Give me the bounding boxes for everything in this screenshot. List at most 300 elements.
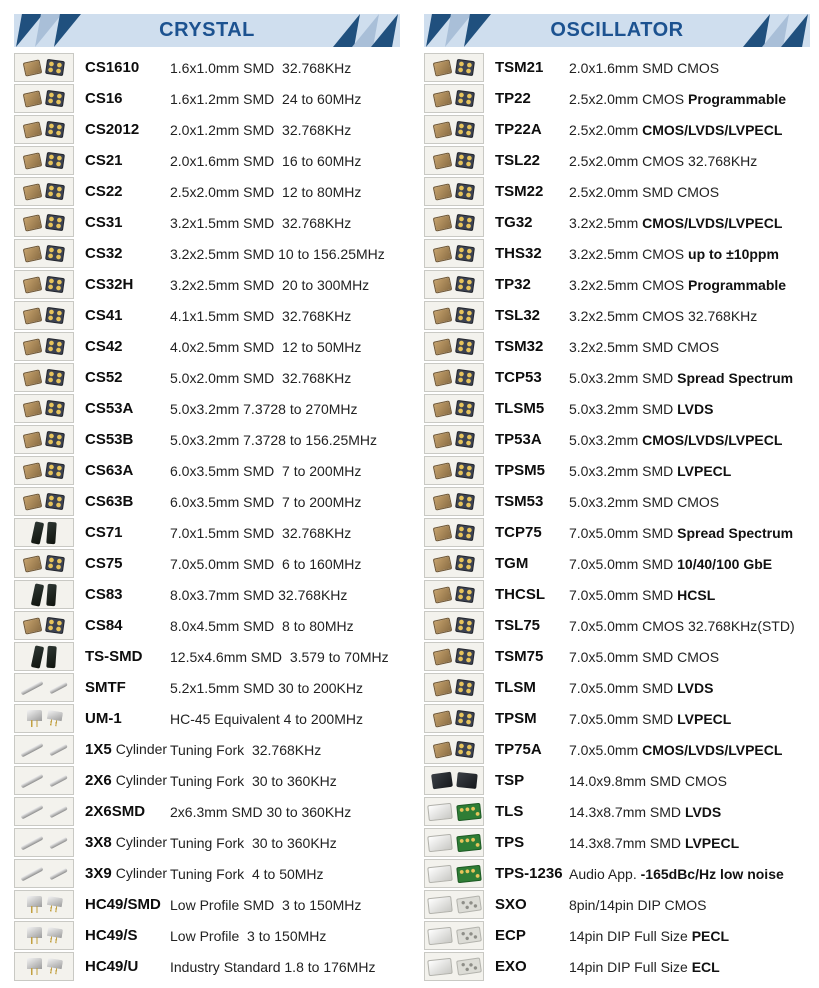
product-description-cell bbox=[170, 215, 400, 231]
product-row bbox=[424, 52, 810, 83]
component-left-icon bbox=[23, 245, 43, 262]
product-name-cell bbox=[85, 493, 170, 511]
component-right-icon bbox=[49, 743, 68, 755]
product-description-cell bbox=[170, 928, 400, 944]
component-right-icon bbox=[45, 121, 65, 138]
product-name-cell bbox=[85, 90, 170, 108]
product-description-cell bbox=[170, 773, 400, 789]
component-right-icon bbox=[45, 338, 65, 355]
product-row bbox=[424, 362, 810, 393]
product-description-cell bbox=[569, 339, 810, 355]
product-name: EXO bbox=[495, 957, 527, 975]
product-name-cell bbox=[85, 183, 170, 201]
product-name-cell bbox=[495, 338, 569, 356]
product-description-cell bbox=[569, 153, 810, 169]
product-description: Low Profile SMD 3 to 150MHz bbox=[170, 896, 362, 913]
product-description-highlight: CMOS/LVDS/LVPECL bbox=[642, 214, 783, 231]
product-row bbox=[14, 641, 400, 672]
product-name: TCP75 bbox=[495, 523, 542, 541]
component-right-icon bbox=[45, 462, 65, 479]
header-triangles-right-icon bbox=[751, 14, 808, 47]
product-photo bbox=[14, 487, 74, 516]
product-name: CS1610 bbox=[85, 58, 140, 76]
product-name: TP75A bbox=[495, 740, 542, 758]
product-name: 3X9 bbox=[85, 864, 112, 882]
product-description-highlight: ECL bbox=[691, 958, 720, 975]
component-left-icon bbox=[27, 927, 42, 945]
crystal-header bbox=[14, 14, 400, 47]
product-description-cell bbox=[569, 432, 810, 448]
product-photo bbox=[14, 239, 74, 268]
product-name-cell bbox=[495, 803, 569, 821]
component-right-icon bbox=[455, 121, 475, 138]
product-photo bbox=[14, 115, 74, 144]
product-photo bbox=[424, 952, 484, 981]
product-row bbox=[424, 269, 810, 300]
product-photo bbox=[14, 301, 74, 330]
product-description: 2.0x1.2mm SMD 32.768KHz bbox=[170, 121, 352, 138]
product-photo bbox=[14, 146, 74, 175]
component-right-icon bbox=[46, 645, 57, 668]
component-right-icon bbox=[45, 369, 65, 386]
product-name: TSP bbox=[495, 771, 525, 789]
product-row bbox=[14, 52, 400, 83]
product-description: 5.2x1.5mm SMD 30 to 200KHz bbox=[170, 679, 363, 696]
component-right-icon bbox=[455, 431, 475, 448]
product-description-cell bbox=[569, 215, 810, 231]
product-name-cell bbox=[495, 462, 569, 480]
product-description-cell bbox=[569, 246, 810, 262]
product-name: CS22 bbox=[85, 182, 123, 200]
product-name: 1X5 bbox=[85, 740, 112, 758]
product-name: CS41 bbox=[85, 306, 123, 324]
product-photo bbox=[14, 611, 74, 640]
product-description: 2.5x2.0mm CMOS bbox=[569, 90, 689, 107]
product-row bbox=[424, 486, 810, 517]
product-name: TSM32 bbox=[495, 337, 544, 355]
product-description-cell bbox=[569, 401, 810, 417]
product-row bbox=[14, 300, 400, 331]
product-photo bbox=[14, 797, 74, 826]
component-left-icon bbox=[23, 152, 43, 169]
product-name: TSL32 bbox=[495, 306, 541, 324]
product-description: 8pin/14pin DIP CMOS bbox=[569, 896, 707, 913]
product-row bbox=[424, 238, 810, 269]
product-description-cell bbox=[170, 804, 400, 820]
product-name-cell bbox=[495, 431, 569, 449]
product-description-highlight: Spread Spectrum bbox=[677, 369, 794, 386]
product-name-cell bbox=[85, 834, 170, 852]
component-right-icon bbox=[45, 245, 65, 262]
product-row bbox=[424, 889, 810, 920]
product-name-cell bbox=[85, 710, 170, 728]
component-right-icon bbox=[455, 400, 475, 417]
product-name: 2X6SMD bbox=[85, 802, 146, 820]
product-description: 3.2x1.5mm SMD 32.768KHz bbox=[170, 214, 352, 231]
component-right-icon bbox=[455, 214, 475, 231]
component-right-icon bbox=[455, 586, 475, 603]
product-photo bbox=[424, 673, 484, 702]
product-description: Tuning Fork 30 to 360KHz bbox=[170, 772, 337, 789]
product-row bbox=[14, 331, 400, 362]
product-row bbox=[424, 393, 810, 424]
component-left-icon bbox=[433, 431, 453, 448]
product-row bbox=[14, 114, 400, 145]
product-row bbox=[424, 734, 810, 765]
component-left-icon bbox=[433, 555, 453, 572]
product-photo bbox=[14, 952, 74, 981]
product-description: Industry Standard 1.8 to 176MHz bbox=[170, 958, 376, 975]
product-name: TSM21 bbox=[495, 58, 544, 76]
component-left-icon bbox=[23, 462, 43, 479]
product-name-cell bbox=[495, 834, 569, 852]
product-description-highlight: Programmable bbox=[688, 276, 787, 293]
oscillator-header bbox=[424, 14, 810, 47]
component-left-icon bbox=[431, 772, 453, 790]
product-row bbox=[424, 858, 810, 889]
product-description: 2.5x2.0mm bbox=[569, 121, 643, 138]
component-left-icon bbox=[433, 741, 453, 758]
product-description-cell bbox=[569, 959, 810, 975]
component-left-icon bbox=[433, 648, 453, 665]
oscillator-column bbox=[424, 14, 810, 982]
product-row bbox=[14, 548, 400, 579]
product-name: TLSM5 bbox=[495, 399, 545, 417]
product-description-cell bbox=[170, 556, 400, 572]
product-name-cell bbox=[495, 152, 569, 170]
product-description-highlight: Spread Spectrum bbox=[677, 524, 794, 541]
product-row bbox=[14, 83, 400, 114]
component-left-icon bbox=[23, 617, 43, 634]
product-row bbox=[14, 424, 400, 455]
component-left-icon bbox=[27, 896, 42, 914]
product-name-cell bbox=[85, 524, 170, 542]
product-row bbox=[424, 114, 810, 145]
component-right-icon bbox=[45, 183, 65, 200]
product-description: 5.0x3.2mm bbox=[569, 431, 643, 448]
product-name: CS52 bbox=[85, 368, 123, 386]
product-name-cell bbox=[495, 741, 569, 759]
product-name-cell bbox=[495, 927, 569, 945]
component-left-icon bbox=[23, 183, 43, 200]
component-left-icon bbox=[23, 59, 43, 76]
product-description-cell bbox=[170, 277, 400, 293]
product-photo bbox=[14, 549, 74, 578]
product-description-cell bbox=[170, 525, 400, 541]
product-name-cell bbox=[85, 741, 170, 759]
product-row bbox=[424, 579, 810, 610]
product-name-cell bbox=[85, 431, 170, 449]
product-name-cell bbox=[495, 400, 569, 418]
component-right-icon bbox=[456, 895, 482, 913]
product-description: 14.0x9.8mm SMD CMOS bbox=[569, 772, 727, 789]
product-description-highlight: LVPECL bbox=[677, 710, 732, 727]
product-description: 3.2x2.5mm CMOS bbox=[569, 245, 689, 262]
product-row bbox=[14, 889, 400, 920]
component-left-icon bbox=[433, 90, 453, 107]
product-name: CS32H bbox=[85, 275, 134, 293]
product-photo bbox=[424, 797, 484, 826]
component-right-icon bbox=[49, 774, 68, 786]
product-row bbox=[14, 393, 400, 424]
component-left-icon bbox=[433, 462, 453, 479]
product-name-cell bbox=[85, 679, 170, 697]
product-name-cell bbox=[85, 617, 170, 635]
product-description-cell bbox=[569, 928, 810, 944]
product-name-cell bbox=[85, 865, 170, 883]
component-right-icon bbox=[45, 90, 65, 107]
product-photo bbox=[424, 735, 484, 764]
component-left-icon bbox=[23, 276, 43, 293]
component-right-icon bbox=[45, 493, 65, 510]
product-description-cell bbox=[170, 401, 400, 417]
product-description-cell bbox=[170, 711, 400, 727]
product-name-cell bbox=[85, 772, 170, 790]
product-photo bbox=[424, 53, 484, 82]
product-photo bbox=[424, 332, 484, 361]
product-photo bbox=[14, 859, 74, 888]
component-left-icon bbox=[23, 431, 43, 448]
product-description: 7.0x5.0mm SMD bbox=[569, 524, 678, 541]
product-description-highlight: -165dBc/Hz low noise bbox=[640, 865, 784, 882]
component-right-icon bbox=[45, 59, 65, 76]
product-photo bbox=[14, 84, 74, 113]
product-photo bbox=[14, 921, 74, 950]
product-row bbox=[424, 455, 810, 486]
product-description-cell bbox=[170, 680, 400, 696]
product-photo bbox=[14, 363, 74, 392]
product-photo bbox=[14, 704, 74, 733]
product-photo bbox=[424, 394, 484, 423]
product-description: 3.2x2.5mm SMD 10 to 156.25MHz bbox=[170, 245, 385, 262]
product-row bbox=[424, 145, 810, 176]
product-photo bbox=[14, 456, 74, 485]
product-name: TSM53 bbox=[495, 492, 544, 510]
product-description: 8.0x3.7mm SMD 32.768KHz bbox=[170, 586, 348, 603]
product-description-cell bbox=[569, 556, 810, 572]
product-name: TLS bbox=[495, 802, 524, 820]
product-name-cell bbox=[495, 121, 569, 139]
oscillator-title: OSCILLATOR bbox=[550, 19, 684, 41]
product-name-cell bbox=[495, 896, 569, 914]
product-name-suffix: Cylinder bbox=[115, 740, 168, 757]
product-name: TS-SMD bbox=[85, 647, 143, 665]
product-description: 14pin DIP Full Size bbox=[569, 958, 692, 975]
product-name: TSM75 bbox=[495, 647, 544, 665]
component-right-icon bbox=[45, 710, 62, 727]
product-row bbox=[14, 858, 400, 889]
product-description-highlight: LVPECL bbox=[684, 834, 740, 851]
product-description-cell bbox=[569, 308, 810, 324]
component-right-icon bbox=[455, 307, 475, 324]
product-name-cell bbox=[495, 648, 569, 666]
product-description-highlight: 10/40/100 GbE bbox=[677, 555, 773, 572]
product-row bbox=[424, 176, 810, 207]
product-name: CS31 bbox=[85, 213, 123, 231]
product-photo bbox=[424, 580, 484, 609]
product-description-cell bbox=[170, 618, 400, 634]
component-right-icon bbox=[455, 493, 475, 510]
product-name: CS84 bbox=[85, 616, 123, 634]
product-name-cell bbox=[495, 214, 569, 232]
product-photo bbox=[14, 673, 74, 702]
product-row bbox=[14, 703, 400, 734]
component-right-icon bbox=[455, 555, 475, 572]
component-right-icon bbox=[455, 183, 475, 200]
component-left-icon bbox=[433, 679, 453, 696]
component-left-icon bbox=[30, 645, 43, 668]
product-description-cell bbox=[170, 246, 400, 262]
component-left-icon bbox=[30, 583, 43, 606]
product-row bbox=[424, 610, 810, 641]
product-photo bbox=[14, 580, 74, 609]
product-description-cell bbox=[170, 742, 400, 758]
product-name-cell bbox=[85, 121, 170, 139]
product-name: UM-1 bbox=[85, 709, 122, 727]
product-name: CS2012 bbox=[85, 120, 140, 138]
product-name: TG32 bbox=[495, 213, 533, 231]
product-description: HC-45 Equivalent 4 to 200MHz bbox=[170, 710, 363, 727]
component-right-icon bbox=[456, 926, 482, 944]
product-row bbox=[14, 517, 400, 548]
product-row bbox=[424, 331, 810, 362]
component-left-icon bbox=[23, 90, 43, 107]
component-right-icon bbox=[45, 896, 62, 913]
product-photo bbox=[14, 177, 74, 206]
product-name: CS63A bbox=[85, 461, 134, 479]
product-description-highlight: LVDS bbox=[684, 803, 722, 820]
product-name-suffix: Cylinder bbox=[115, 864, 168, 881]
product-description: 1.6x1.2mm SMD 24 to 60MHz bbox=[170, 90, 362, 107]
crystal-title: CRYSTAL bbox=[159, 19, 255, 41]
product-name-cell bbox=[495, 958, 569, 976]
component-right-icon bbox=[46, 583, 57, 606]
product-photo bbox=[424, 84, 484, 113]
component-right-icon bbox=[46, 521, 57, 544]
product-description: 4.0x2.5mm SMD 12 to 50MHz bbox=[170, 338, 362, 355]
product-name: TLSM bbox=[495, 678, 536, 696]
header-triangles-right-icon bbox=[341, 14, 398, 47]
product-name-cell bbox=[85, 400, 170, 418]
product-photo bbox=[14, 425, 74, 454]
component-right-icon bbox=[45, 555, 65, 572]
product-description: 14.3x8.7mm SMD bbox=[569, 834, 685, 851]
product-description-cell bbox=[170, 866, 400, 882]
component-left-icon bbox=[433, 307, 453, 324]
product-photo bbox=[14, 642, 74, 671]
component-left-icon bbox=[427, 957, 453, 975]
product-row bbox=[14, 672, 400, 703]
product-photo bbox=[424, 425, 484, 454]
product-name-suffix: Cylinder bbox=[115, 833, 168, 850]
component-right-icon bbox=[45, 400, 65, 417]
product-name-suffix: Cylinder bbox=[115, 771, 168, 788]
product-description: 5.0x3.2mm SMD CMOS bbox=[569, 493, 720, 510]
product-row bbox=[424, 951, 810, 982]
product-name: CS75 bbox=[85, 554, 123, 572]
product-photo bbox=[14, 394, 74, 423]
component-right-icon bbox=[455, 648, 475, 665]
product-photo bbox=[424, 146, 484, 175]
product-description-cell bbox=[569, 897, 810, 913]
component-right-icon bbox=[456, 864, 482, 882]
product-description: 7.0x5.0mm SMD bbox=[569, 710, 678, 727]
product-description-cell bbox=[170, 122, 400, 138]
component-left-icon bbox=[20, 742, 43, 757]
product-name-cell bbox=[495, 865, 569, 883]
product-photo bbox=[424, 921, 484, 950]
product-description: 6.0x3.5mm SMD 7 to 200MHz bbox=[170, 462, 362, 479]
product-row bbox=[14, 362, 400, 393]
component-right-icon bbox=[49, 681, 68, 693]
component-left-icon bbox=[433, 59, 453, 76]
product-row bbox=[14, 827, 400, 858]
component-right-icon bbox=[456, 802, 482, 820]
component-right-icon bbox=[45, 307, 65, 324]
product-description-cell bbox=[170, 308, 400, 324]
product-description-highlight: up to ±10ppm bbox=[688, 245, 779, 262]
product-name: ECP bbox=[495, 926, 526, 944]
product-name-cell bbox=[495, 59, 569, 77]
product-name-cell bbox=[495, 586, 569, 604]
component-left-icon bbox=[433, 121, 453, 138]
product-name-cell bbox=[495, 307, 569, 325]
component-right-icon bbox=[456, 833, 482, 851]
component-left-icon bbox=[23, 369, 43, 386]
component-left-icon bbox=[433, 710, 453, 727]
product-row bbox=[424, 548, 810, 579]
product-photo bbox=[424, 270, 484, 299]
product-photo bbox=[14, 208, 74, 237]
product-name: THS32 bbox=[495, 244, 542, 262]
component-left-icon bbox=[23, 214, 43, 231]
product-description-cell bbox=[170, 897, 400, 913]
product-photo bbox=[424, 487, 484, 516]
oscillator-product-list bbox=[424, 52, 810, 982]
product-description: 5.0x3.2mm 7.3728 to 270MHz bbox=[170, 400, 358, 417]
product-description-cell bbox=[569, 711, 810, 727]
product-description-cell bbox=[569, 60, 810, 76]
product-description: 2x6.3mm SMD 30 to 360KHz bbox=[170, 803, 352, 820]
component-right-icon bbox=[455, 462, 475, 479]
product-description: 2.0x1.6mm SMD CMOS bbox=[569, 59, 720, 76]
product-name-cell bbox=[85, 59, 170, 77]
component-right-icon bbox=[455, 741, 475, 758]
component-right-icon bbox=[455, 338, 475, 355]
product-name: CS53B bbox=[85, 430, 134, 448]
product-photo bbox=[14, 828, 74, 857]
component-left-icon bbox=[20, 773, 43, 788]
product-name: TPSM bbox=[495, 709, 537, 727]
product-photo bbox=[424, 208, 484, 237]
product-description: 3.2x2.5mm CMOS bbox=[569, 276, 689, 293]
product-description-cell bbox=[569, 587, 810, 603]
product-row bbox=[424, 207, 810, 238]
product-description: 14pin DIP Full Size bbox=[569, 927, 692, 944]
product-photo bbox=[424, 859, 484, 888]
product-name-cell bbox=[85, 462, 170, 480]
product-photo bbox=[424, 549, 484, 578]
product-name-cell bbox=[85, 958, 170, 976]
product-name: TSL22 bbox=[495, 151, 541, 169]
product-name-cell bbox=[85, 152, 170, 170]
component-left-icon bbox=[433, 493, 453, 510]
component-left-icon bbox=[27, 710, 42, 728]
product-name-cell bbox=[85, 369, 170, 387]
product-description: 5.0x2.0mm SMD 32.768KHz bbox=[170, 369, 352, 386]
product-name: CS42 bbox=[85, 337, 123, 355]
product-photo bbox=[424, 611, 484, 640]
